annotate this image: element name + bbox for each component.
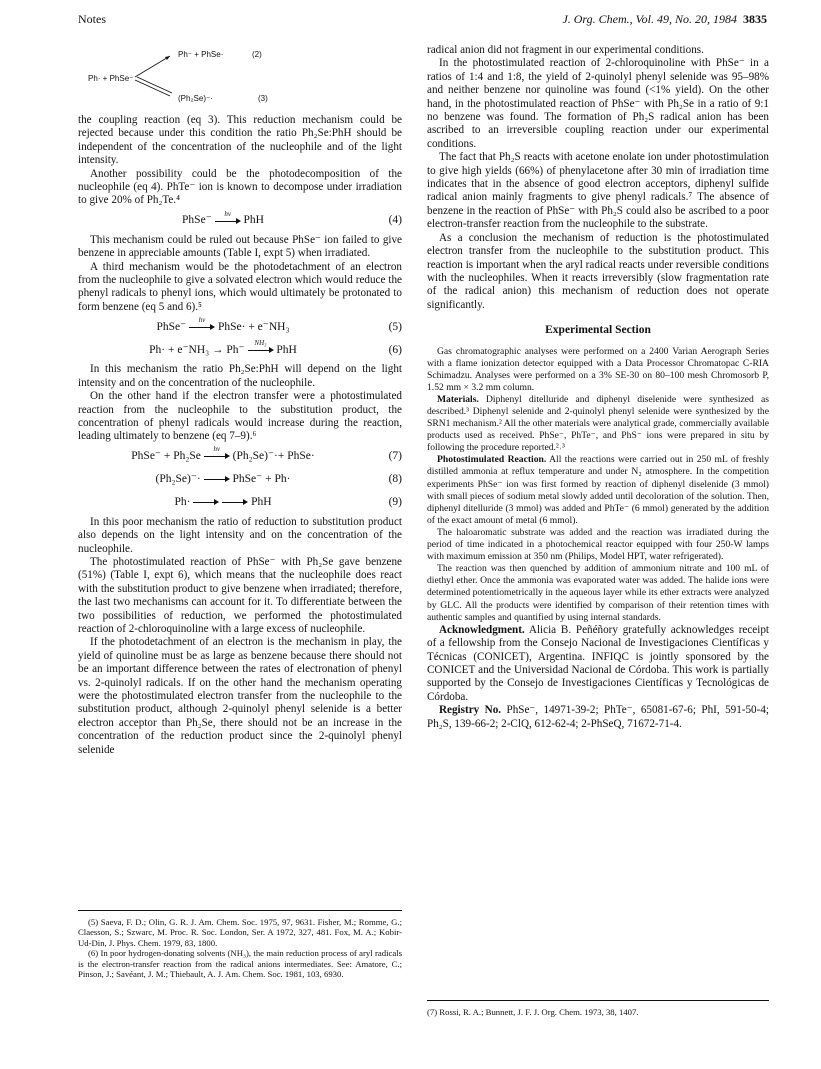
- eq-lhs: (Ph₂Se)⁻·: [155, 473, 201, 486]
- acknowledgment: [427, 624, 769, 704]
- footnote: (7) Rossi, R. A.; Bunnett, J. F. J. Org. Chem. 1973, 38, 1407.: [427, 1007, 639, 1017]
- photo-head: Photostimulated Reaction.: [437, 454, 547, 466]
- left-column: [78, 44, 402, 757]
- eq-lhs: Ph· + e⁻NH₃ → Ph⁻: [149, 343, 245, 356]
- reaction-arrow-icon: [204, 445, 230, 461]
- experimental-section: [427, 346, 769, 624]
- footnotes-right: [427, 1000, 769, 1017]
- scheme-upper-product: Ph⁻ + PhSe·: [178, 50, 224, 59]
- eq-rhs: PhH: [276, 343, 297, 356]
- footnote-rule: [78, 910, 402, 911]
- acknowledgment-text: Alicia B. Peñéñory gratefully acknowledges receipt of a fellowship from the Consejo Nacional de Investigaciones Científicas y Técnicas (CONICET), Argentina. INFIQC is jointly sponsored by the CONICET and the Universidad Nacional de Córdoba. This work is partially supported by the Consejo de Investigaciones Científicas y Tecnológicas de Córdoba.: [427, 623, 769, 703]
- equation-9: [78, 493, 402, 513]
- photo-text: All the reactions were carried out in 250 mL of freshly distilled ammonia at reflux temperature and under N₂ atmosphere. In the competition experiments PhSe⁻ ion was first formed by reaction of diphenyl diselenide (3 mmol) with small pieces of sodium metal slowly added until decoloration of the solution. Then, diphenyl ditelluride (3 mmol) was added and PhTe⁻ (6 mmol) generated by the addition of the exact amount of metal (6 mmol).: [427, 454, 769, 526]
- arrow-label: hν: [213, 445, 221, 454]
- equation-5: [78, 317, 402, 337]
- eq-rhs: PhSe⁻ + Ph·: [232, 473, 291, 486]
- equation-8: [78, 470, 402, 490]
- right-column: [427, 44, 769, 731]
- journal-name: J. Org. Chem., Vol. 49, No. 20, 1984: [562, 12, 737, 26]
- eq-lhs: PhSe⁻: [182, 214, 212, 227]
- eq-rhs: (Ph₂Se)⁻·+ PhSe·: [232, 450, 315, 463]
- registry-text: PhSe⁻, 14971-39-2; PhTe⁻, 65081-67-6; PhI, 591-50-4; Ph₂S, 139-66-2; 2-ClQ, 612-62-4; 2-PhSeQ, 71672-71-4.: [427, 704, 769, 730]
- equation-7: [78, 447, 402, 467]
- reaction-arrow-icon: [189, 315, 215, 332]
- arrow-label: NH₃: [254, 338, 267, 347]
- paragraph: As a conclusion the mechanism of reduction is the photostimulated electron transfer from the nucleophile to the substitution product. This reaction is important when the aryl radical reacts under reversible conditions with the nucleophiles. When it reacts irreversibly (slow fragmentation rate of the radical anion) this mechanism of reduction does not operate significantly.: [427, 231, 769, 311]
- lower-arrow-line-2: [137, 77, 172, 93]
- paragraph: [427, 454, 769, 527]
- footnote-rule: [427, 1000, 769, 1001]
- eq-lhs: PhSe⁻ + Ph₂Se: [131, 450, 201, 463]
- paragraph: The haloaromatic substrate was added and the reaction was irradiated during the period of time indicated in a photochemical reactor equipped with four 250-W lamps with maximum emission at 350 nm (Philips, Model HPT, water refrigerated).: [427, 526, 769, 563]
- eq-number: (6): [388, 343, 402, 356]
- upper-arrow-head: [165, 56, 170, 60]
- eq-number: (4): [388, 214, 402, 227]
- journal-citation: [562, 12, 767, 27]
- page-number: 3835: [743, 12, 767, 26]
- paragraph: In this mechanism the ratio Ph₂Se:PhH will depend on the light intensity and on the concentration of the nucleophile.: [78, 363, 402, 389]
- section-heading: Experimental Section: [545, 324, 651, 337]
- paragraph: Another possibility could be the photodecomposition of the nucleophile (eq 4). PhTe⁻ ion is known to decompose under irradiation to give 20% of Ph₂Te.⁴: [78, 167, 402, 207]
- equation-6: [78, 340, 402, 360]
- paragraph: This mechanism could be ruled out because PhSe⁻ ion failed to give benzene in appreciable amounts (Table I, expt 5) when irradiated.: [78, 233, 402, 260]
- section-label: Notes: [78, 12, 106, 26]
- paragraph: A third mechanism would be the photodetachment of an electron from the nucleophile to give a solvated electron which would reduce the phenyl radicals to phenyl ions, which would ultimately be protonated to form benzene (eq 5 and 6).⁵: [78, 260, 402, 313]
- lower-arrow-line: [135, 80, 170, 96]
- paragraph: On the other hand if the electron transfer were a photostimulated reaction from the nucleophile to the substitution product, the concentration of phenyl radicals would increase during the reaction, leading ultimately to benzene (eq 7–9).⁶: [78, 390, 402, 443]
- eq-number: (9): [388, 496, 402, 509]
- materials-text: Diphenyl ditelluride and diphenyl diselenide were synthesized as described.³ Diphenyl selenide and 2-quinolyl phenyl selenide were synthesized by the SRN1 mechanism.² All the other materials were analytical grade, commercially available products used as received. PhSe⁻, PhTe⁻, and PhS⁻ ions were prepared in situ by following the procedure reported.²˒³: [427, 393, 769, 454]
- paragraph: [427, 394, 769, 454]
- scheme-lower-num: (3): [258, 94, 268, 103]
- reaction-arrow-icon: [204, 474, 230, 484]
- footnotes-left: [78, 910, 402, 979]
- arrow-label: hν: [224, 209, 231, 218]
- equation-4: [78, 211, 402, 231]
- paragraph: The photostimulated reaction of PhSe⁻ with Ph₂Se gave benzene (51%) (Table I, expt 6), which means that the nucleophile does react with the substitution product to give benzene when irradiated; therefore, the last two mechanisms can account for it. To differentiate between the two possibilities of reduction, we performed the photostimulated reaction of 2-chloroquinoline with a large excess of nucleophile.: [78, 555, 402, 635]
- registry-head: Registry No.: [439, 704, 502, 717]
- upper-arrow-line: [135, 56, 170, 77]
- eq-rhs: PhH: [251, 496, 272, 509]
- acknowledgment-head: Acknowledgment.: [439, 623, 525, 636]
- reaction-arrow-icon: [248, 338, 274, 355]
- scheme-upper-num: (2): [252, 50, 262, 59]
- paragraph: If the photodetachment of an electron is the mechanism in play, the yield of quinoline must be as large as benzene because there should not be an important difference between the rates of electronation of phenyl vs. 2-quinolyl radicals. If on the other hand the mechanism operating were the photostimulated electron transfer from the nucleophile to the substitution product, although 2-quinolyl phenyl selenide is a better electron acceptor than Ph₂Se, there should not be an increase in the concentration of the reduction product since the 2-quinolyl phenyl selenide: [78, 636, 402, 756]
- paragraph: Gas chromatographic analyses were performed on a 2400 Varian Aerograph Series with a flame ionization detector equipped with a Data Processor Chromatopac C-RIA Schimadzu. Analyses were performed on a 3% SE-30 on 80–100 mesh Chromosorb P, 1.52 mm × 3.2 mm column.: [427, 345, 769, 393]
- eq-number: (8): [388, 473, 402, 486]
- paragraph: the coupling reaction (eq 3). This reduction mechanism could be rejected because under this condition the ratio Ph₂Se:PhH should be independent of the concentration of the nucleophile and of the light intensity.: [78, 114, 402, 167]
- reaction-arrow-icon: [215, 209, 241, 226]
- reaction-arrow-icon: [193, 497, 219, 507]
- footnote: (5) Saeva, F. D.; Olin, G. R. J. Am. Chem. Soc. 1975, 97, 9631. Fisher, M.; Romme, G.; Claesson, S.; Szwarc, M. Proc. R. Soc. London, Ser. A 1972, 327, 481. Fox, M. A.; Kobir-Ud-Din, J. Phys. Chem. 1979, 83, 1800.: [78, 917, 402, 948]
- scheme-lower-product: (Ph₂Se)⁻·: [178, 94, 213, 103]
- registry-numbers: [427, 704, 769, 731]
- page-header: [78, 12, 767, 28]
- paragraph: The reaction was then quenched by addition of ammonium nitrate and 100 mL of diethyl ether. Once the ammonia was evaporated water was added. The halide ions were determined potentiometrically in the aqueous layer while its ether extracts were analyzed by GLC. All the products were identified by comparison of their retention times with authentic samples and quantified by using internal standards.: [427, 563, 769, 623]
- reaction-scheme: [78, 44, 402, 110]
- paragraph: In the photostimulated reaction of 2-chloroquinoline with PhSe⁻ in a ratios of 1:4 and 1:8, the yield of 2-quinolyl phenyl selenide was 95–98% and neither benzene nor quinoline was found (<1% yield). On the other hand, in the photostimulated reaction of PhSe⁻ with Ph₂Se in a ratio of 9:1 no benzene was found. The formation of Ph₂S radical anion has been ascribed to an irreversible coupling reaction under our experimental conditions.: [427, 57, 769, 150]
- materials-head: Materials.: [437, 393, 479, 405]
- eq-lhs: Ph·: [174, 496, 191, 509]
- paragraph: The fact that Ph₂S reacts with acetone enolate ion under photostimulation to give high yields (66%) of phenylacetone after 30 min of irradiation time indicates that in the absence of good electron acceptors, diphenyl sulfide radical anion mainly fragments to give phenyl radicals.⁷ The absence of benzene in the reaction of PhSe⁻ with Ph₂S could also be ascribed to a poor electron-transfer reaction from the nucleophile to the substrate.: [427, 151, 769, 231]
- eq-rhs: PhSe· + e⁻NH₃: [217, 320, 290, 333]
- eq-rhs: PhH: [243, 214, 264, 227]
- reaction-arrow-icon: [222, 497, 248, 507]
- paragraph: In this poor mechanism the ratio of reduction to substitution product also depends on the light intensity and on the concentration of the nucleophile.: [78, 515, 402, 555]
- paragraph: radical anion did not fragment in our experimental conditions.: [427, 44, 704, 56]
- arrow-label: hν: [198, 315, 206, 324]
- eq-lhs: PhSe⁻: [156, 320, 187, 333]
- scheme-reactant: Ph· + PhSe⁻: [88, 74, 134, 83]
- eq-number: (7): [388, 450, 402, 463]
- footnote: (6) In poor hydrogen-donating solvents (NH₃), the main reduction process of aryl radicals is the electron-transfer reaction from the radical anions intermediates. See: Amatore, C.; Pinson, J.; Savéant, J. M.; Thiebault, A. J. Am. Chem. Soc. 1981, 103, 6930.: [78, 948, 402, 980]
- eq-number: (5): [388, 320, 402, 333]
